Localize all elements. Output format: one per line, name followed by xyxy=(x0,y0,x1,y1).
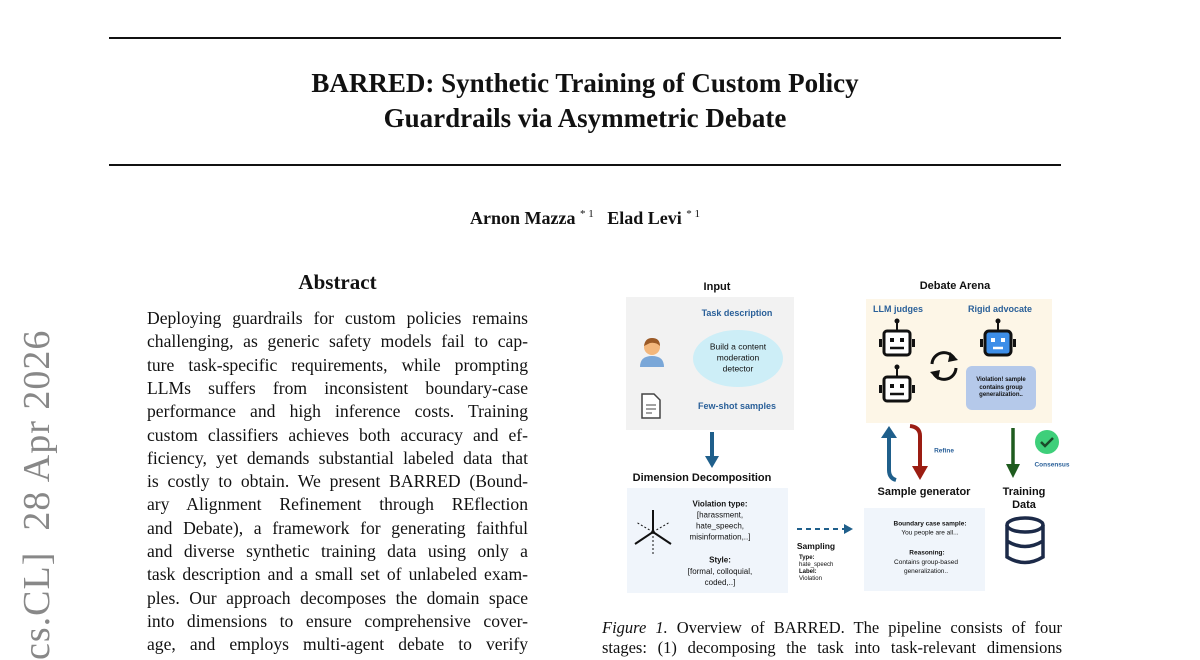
refine-label: Refine xyxy=(934,447,954,455)
abstract-line: challenging, as generic safety models fail to cap- xyxy=(147,331,528,352)
author-name: Arnon Mazza xyxy=(470,208,576,228)
label-value: Violation xyxy=(799,576,822,582)
down-arrow-icon xyxy=(704,432,720,470)
paper-title-line1: BARRED: Synthetic Training of Custom Policy xyxy=(311,68,859,98)
abstract-line: LLMs suffers from inconsistent boundary-case xyxy=(147,377,528,398)
abstract-line: is costly to obtain. We present BARRED (Bound- xyxy=(147,471,528,492)
sample-generator-title: Sample generator xyxy=(877,486,971,498)
abstract-line: ficiency, yet demands substantial labeled data that xyxy=(147,447,528,468)
author-mark: * 1 xyxy=(686,208,700,220)
sampling-details xyxy=(799,555,833,583)
bubble-text: Build a content moderation detector xyxy=(709,341,767,374)
reasoning-label: Reasoning: xyxy=(909,549,945,557)
abstract-line: custom classifiers achieves both accuracy and ef- xyxy=(147,424,528,445)
reasoning-value: Contains group-based generalization.. xyxy=(894,559,958,575)
caption-text: Overview of BARRED. The pipeline consists of four xyxy=(667,618,1062,637)
axes-icon xyxy=(632,508,674,556)
violation-type-label: Violation type: xyxy=(692,499,748,509)
dimension-title: Dimension Decomposition xyxy=(632,472,772,484)
document-icon xyxy=(640,393,662,419)
label-label: Label: xyxy=(799,569,817,575)
judge-robot-icon xyxy=(876,318,918,360)
llm-judges-label: LLM judges xyxy=(873,304,923,314)
arxiv-stamp: cs.CL] 28 Apr 2026 xyxy=(16,329,58,660)
paper-title-line2: Guardrails via Asymmetric Debate xyxy=(383,103,787,133)
figure-caption-line2: stages: (1) decomposing the task into task-relevant dimensions xyxy=(602,638,1062,657)
dashed-arrow-icon xyxy=(797,523,855,535)
abstract-line: age, and employs multi-agent debate to verify xyxy=(147,634,528,655)
cycle-arrows-icon xyxy=(926,348,962,384)
style-values: [formal, colloquial, coded,..] xyxy=(687,567,753,587)
judge-robot-icon xyxy=(876,364,918,406)
abstract-line: Deploying guardrails for custom policies remains xyxy=(147,308,528,328)
person-icon xyxy=(638,336,666,368)
abstract-line: into dimensions to ensure comprehensive cover- xyxy=(147,610,528,631)
advocate-bubble-text: Violation! sample contains group generalization.. xyxy=(976,376,1026,398)
type-value: hate_speech xyxy=(799,562,834,568)
abstract-line: ture task-specific requirements, while prompting xyxy=(147,354,528,375)
boundary-value: You people are all... xyxy=(901,529,959,537)
database-icon xyxy=(1004,516,1046,566)
author-mark: * 1 xyxy=(579,208,594,220)
consensus-label: Consensus xyxy=(1034,461,1070,469)
abstract-line: and diverse synthetic training data using only a xyxy=(147,541,528,561)
input-title: Input xyxy=(703,281,731,293)
up-arrow-icon xyxy=(878,424,902,482)
type-label: Type: xyxy=(799,555,815,561)
abstract-heading: Abstract xyxy=(298,270,377,294)
caption-label: Figure 1. xyxy=(602,618,668,637)
abstract-line: ary Alignment Refinement through REflection xyxy=(147,494,528,515)
few-shot-label: Few-shot samples xyxy=(697,401,777,411)
style-label: Style: xyxy=(709,555,731,565)
bottom-rule xyxy=(109,164,1061,166)
check-circle-icon xyxy=(1034,429,1060,455)
consensus-arrow-icon xyxy=(1005,428,1021,480)
boundary-label: Boundary case sample: xyxy=(893,520,967,528)
top-rule xyxy=(109,37,1061,39)
rigid-advocate-label: Rigid advocate xyxy=(967,304,1033,314)
author-name: Elad Levi xyxy=(607,208,682,228)
advocate-robot-icon xyxy=(977,318,1019,360)
task-description-label: Task description xyxy=(701,308,773,318)
authors xyxy=(0,208,1170,229)
abstract-line: and Debate), a framework for generating faithful xyxy=(147,517,528,538)
debate-title: Debate Arena xyxy=(919,280,991,292)
training-data-title: Training Data xyxy=(1002,486,1046,511)
refine-arrow-icon xyxy=(908,424,932,482)
abstract-line: performance and high inference costs. Training xyxy=(147,401,528,422)
violation-type-values: [harassment, hate_speech, misinformation,..] xyxy=(689,510,751,542)
abstract-line: ples. Our approach decomposes the domain space xyxy=(147,587,528,608)
figure-caption-line1 xyxy=(602,618,1062,638)
sampling-label: Sampling xyxy=(796,541,836,551)
abstract-line: task description and a small set of unlabeled exam- xyxy=(147,564,528,585)
